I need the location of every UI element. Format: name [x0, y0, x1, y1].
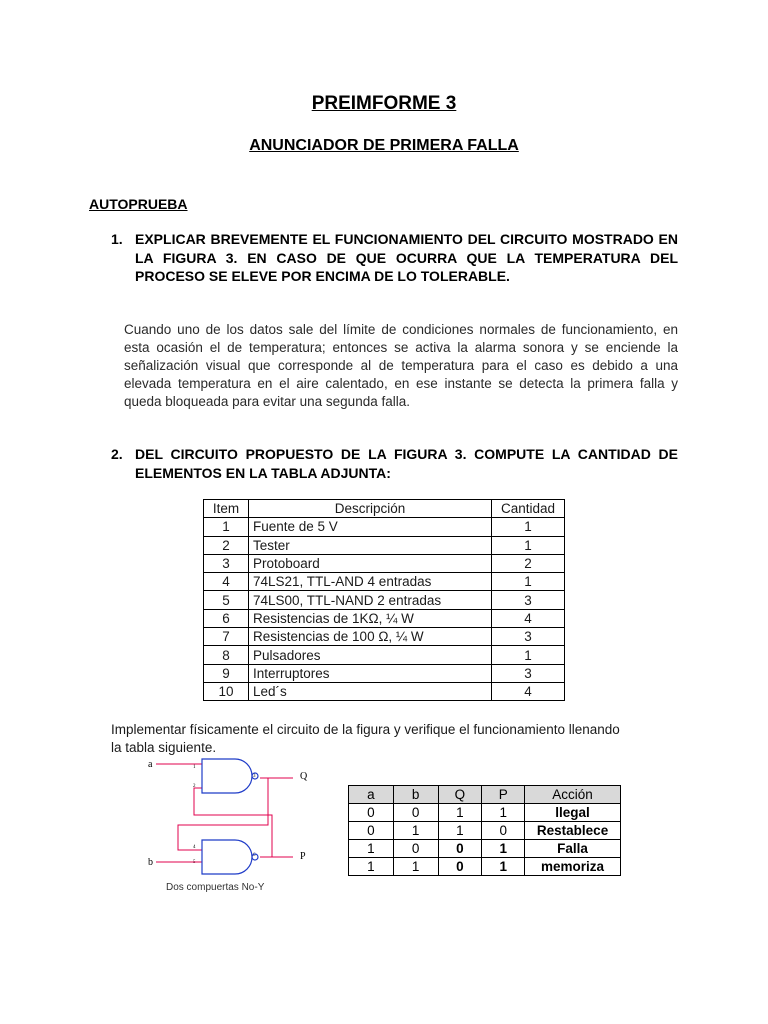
- pin-label: 1: [193, 765, 196, 770]
- pin-label: 2: [193, 784, 196, 789]
- items-table: [203, 499, 565, 701]
- quantity-cell: 4: [492, 682, 565, 700]
- question-2: [111, 445, 678, 482]
- action-cell: Falla: [525, 840, 621, 858]
- table-row: [204, 682, 565, 700]
- logic-value-cell: 0: [349, 822, 394, 840]
- question-text: EXPLICAR BREVEMENTE EL FUNCIONAMIENTO DEL CIRCUITO MOSTRADO EN LA FIGURA 3. EN CASO DE QUE OCURRA QUE LA TEMPERATURA DEL PROCESO SE ELEVE POR ENCIMA DE LO TOLERABLE.: [135, 231, 678, 284]
- column-header: Item: [204, 500, 249, 518]
- logic-value-cell: 1: [482, 804, 525, 822]
- description-cell: Resistencias de 100 Ω, ¼ W: [249, 628, 492, 646]
- table-header-row: [349, 786, 621, 804]
- truth-table: [348, 785, 621, 876]
- description-cell: Protoboard: [249, 554, 492, 572]
- instruction-text: Implementar físicamente el circuito de la figura y verifique el funcionamiento llenando la tabla siguiente.: [111, 722, 620, 755]
- column-header: Q: [438, 786, 482, 804]
- item-number-cell: 10: [204, 682, 249, 700]
- action-cell: memoriza: [525, 858, 621, 876]
- column-header: Acción: [525, 786, 621, 804]
- nand-gate-1: [202, 759, 252, 793]
- section-heading: AUTOPRUEBA: [89, 196, 188, 212]
- description-cell: 74LS00, TTL-NAND 2 entradas: [249, 591, 492, 609]
- nand-gates: [202, 759, 258, 874]
- nand-latch-circuit-diagram: [140, 757, 320, 897]
- table-row: [349, 804, 621, 822]
- quantity-cell: 3: [492, 591, 565, 609]
- circuit-caption: Dos compuertas No-Y: [166, 882, 265, 893]
- description-cell: 74LS21, TTL-AND 4 entradas: [249, 573, 492, 591]
- column-header: b: [393, 786, 438, 804]
- item-number-cell: 3: [204, 554, 249, 572]
- input-b-label: b: [148, 857, 153, 868]
- logic-value-cell: 0: [393, 840, 438, 858]
- quantity-cell: 4: [492, 609, 565, 627]
- item-number-cell: 1: [204, 518, 249, 536]
- logic-value-cell: 0: [393, 804, 438, 822]
- table-row: [204, 573, 565, 591]
- item-number-cell: 6: [204, 609, 249, 627]
- description-cell: Led´s: [249, 682, 492, 700]
- quantity-cell: 2: [492, 554, 565, 572]
- table-row: [204, 646, 565, 664]
- table-row: [204, 628, 565, 646]
- quantity-cell: 1: [492, 518, 565, 536]
- column-header: Cantidad: [492, 500, 565, 518]
- output-q-label: Q: [300, 771, 308, 782]
- table-row: [349, 858, 621, 876]
- table-row: [349, 822, 621, 840]
- column-header: a: [349, 786, 394, 804]
- question-text: DEL CIRCUITO PROPUESTO DE LA FIGURA 3. COMPUTE LA CANTIDAD DE ELEMENTOS EN LA TABLA ADJUNTA:: [135, 446, 678, 481]
- table-header-row: [204, 500, 565, 518]
- logic-value-cell: 1: [482, 858, 525, 876]
- table-row: [204, 591, 565, 609]
- quantity-cell: 1: [492, 646, 565, 664]
- column-header: Descripción: [249, 500, 492, 518]
- item-number-cell: 2: [204, 536, 249, 554]
- nand-gate-2: [202, 840, 252, 874]
- table-row: [204, 536, 565, 554]
- document-subtitle: ANUNCIADOR DE PRIMERA FALLA: [249, 137, 519, 154]
- logic-value-cell: 1: [349, 840, 394, 858]
- logic-value-cell: 1: [349, 858, 394, 876]
- table-row: [204, 664, 565, 682]
- description-cell: Tester: [249, 536, 492, 554]
- item-number-cell: 4: [204, 573, 249, 591]
- table-row: [349, 840, 621, 858]
- action-cell: Restablece: [525, 822, 621, 840]
- table-row: [204, 518, 565, 536]
- logic-value-cell: 0: [349, 804, 394, 822]
- action-cell: llegal: [525, 804, 621, 822]
- logic-value-cell: 1: [482, 840, 525, 858]
- item-number-cell: 7: [204, 628, 249, 646]
- question-number: 2.: [111, 446, 123, 462]
- question-1: [111, 230, 678, 286]
- description-cell: Fuente de 5 V: [249, 518, 492, 536]
- circuit-wires: [156, 764, 293, 862]
- logic-value-cell: 0: [438, 840, 482, 858]
- table-row: [204, 554, 565, 572]
- item-number-cell: 8: [204, 646, 249, 664]
- quantity-cell: 3: [492, 664, 565, 682]
- logic-value-cell: 1: [393, 822, 438, 840]
- pin-label: 3: [253, 774, 256, 779]
- description-cell: Pulsadores: [249, 646, 492, 664]
- document-title: PREIMFORME 3: [311, 93, 457, 114]
- logic-value-cell: 1: [438, 822, 482, 840]
- pin-label: 4: [193, 845, 196, 850]
- description-cell: Interruptores: [249, 664, 492, 682]
- logic-value-cell: 0: [482, 822, 525, 840]
- logic-value-cell: 0: [438, 858, 482, 876]
- quantity-cell: 1: [492, 573, 565, 591]
- description-cell: Resistencias de 1KΩ, ¼ W: [249, 609, 492, 627]
- table-row: [204, 609, 565, 627]
- item-number-cell: 5: [204, 591, 249, 609]
- answer-paragraph: Cuando uno de los datos sale del límite de condiciones normales de funcionamiento, en esta ocasión el de temperatura; entonces se activa la alarma sonora y se enciende la señalización visual que corresponde al de temperatura para el caso es debido a una elevada temperatura en el aire calentado, en ese instante se detecta la primera falla y queda bloqueada para evitar una segunda falla.: [124, 322, 678, 409]
- quantity-cell: 1: [492, 536, 565, 554]
- pin-label: 5: [193, 860, 196, 865]
- input-a-label: a: [148, 759, 153, 770]
- question-number: 1.: [111, 231, 123, 247]
- pin-label: 6: [253, 853, 256, 858]
- column-header: P: [482, 786, 525, 804]
- output-p-label: P: [300, 851, 306, 862]
- logic-value-cell: 1: [438, 804, 482, 822]
- logic-value-cell: 1: [393, 858, 438, 876]
- item-number-cell: 9: [204, 664, 249, 682]
- quantity-cell: 3: [492, 628, 565, 646]
